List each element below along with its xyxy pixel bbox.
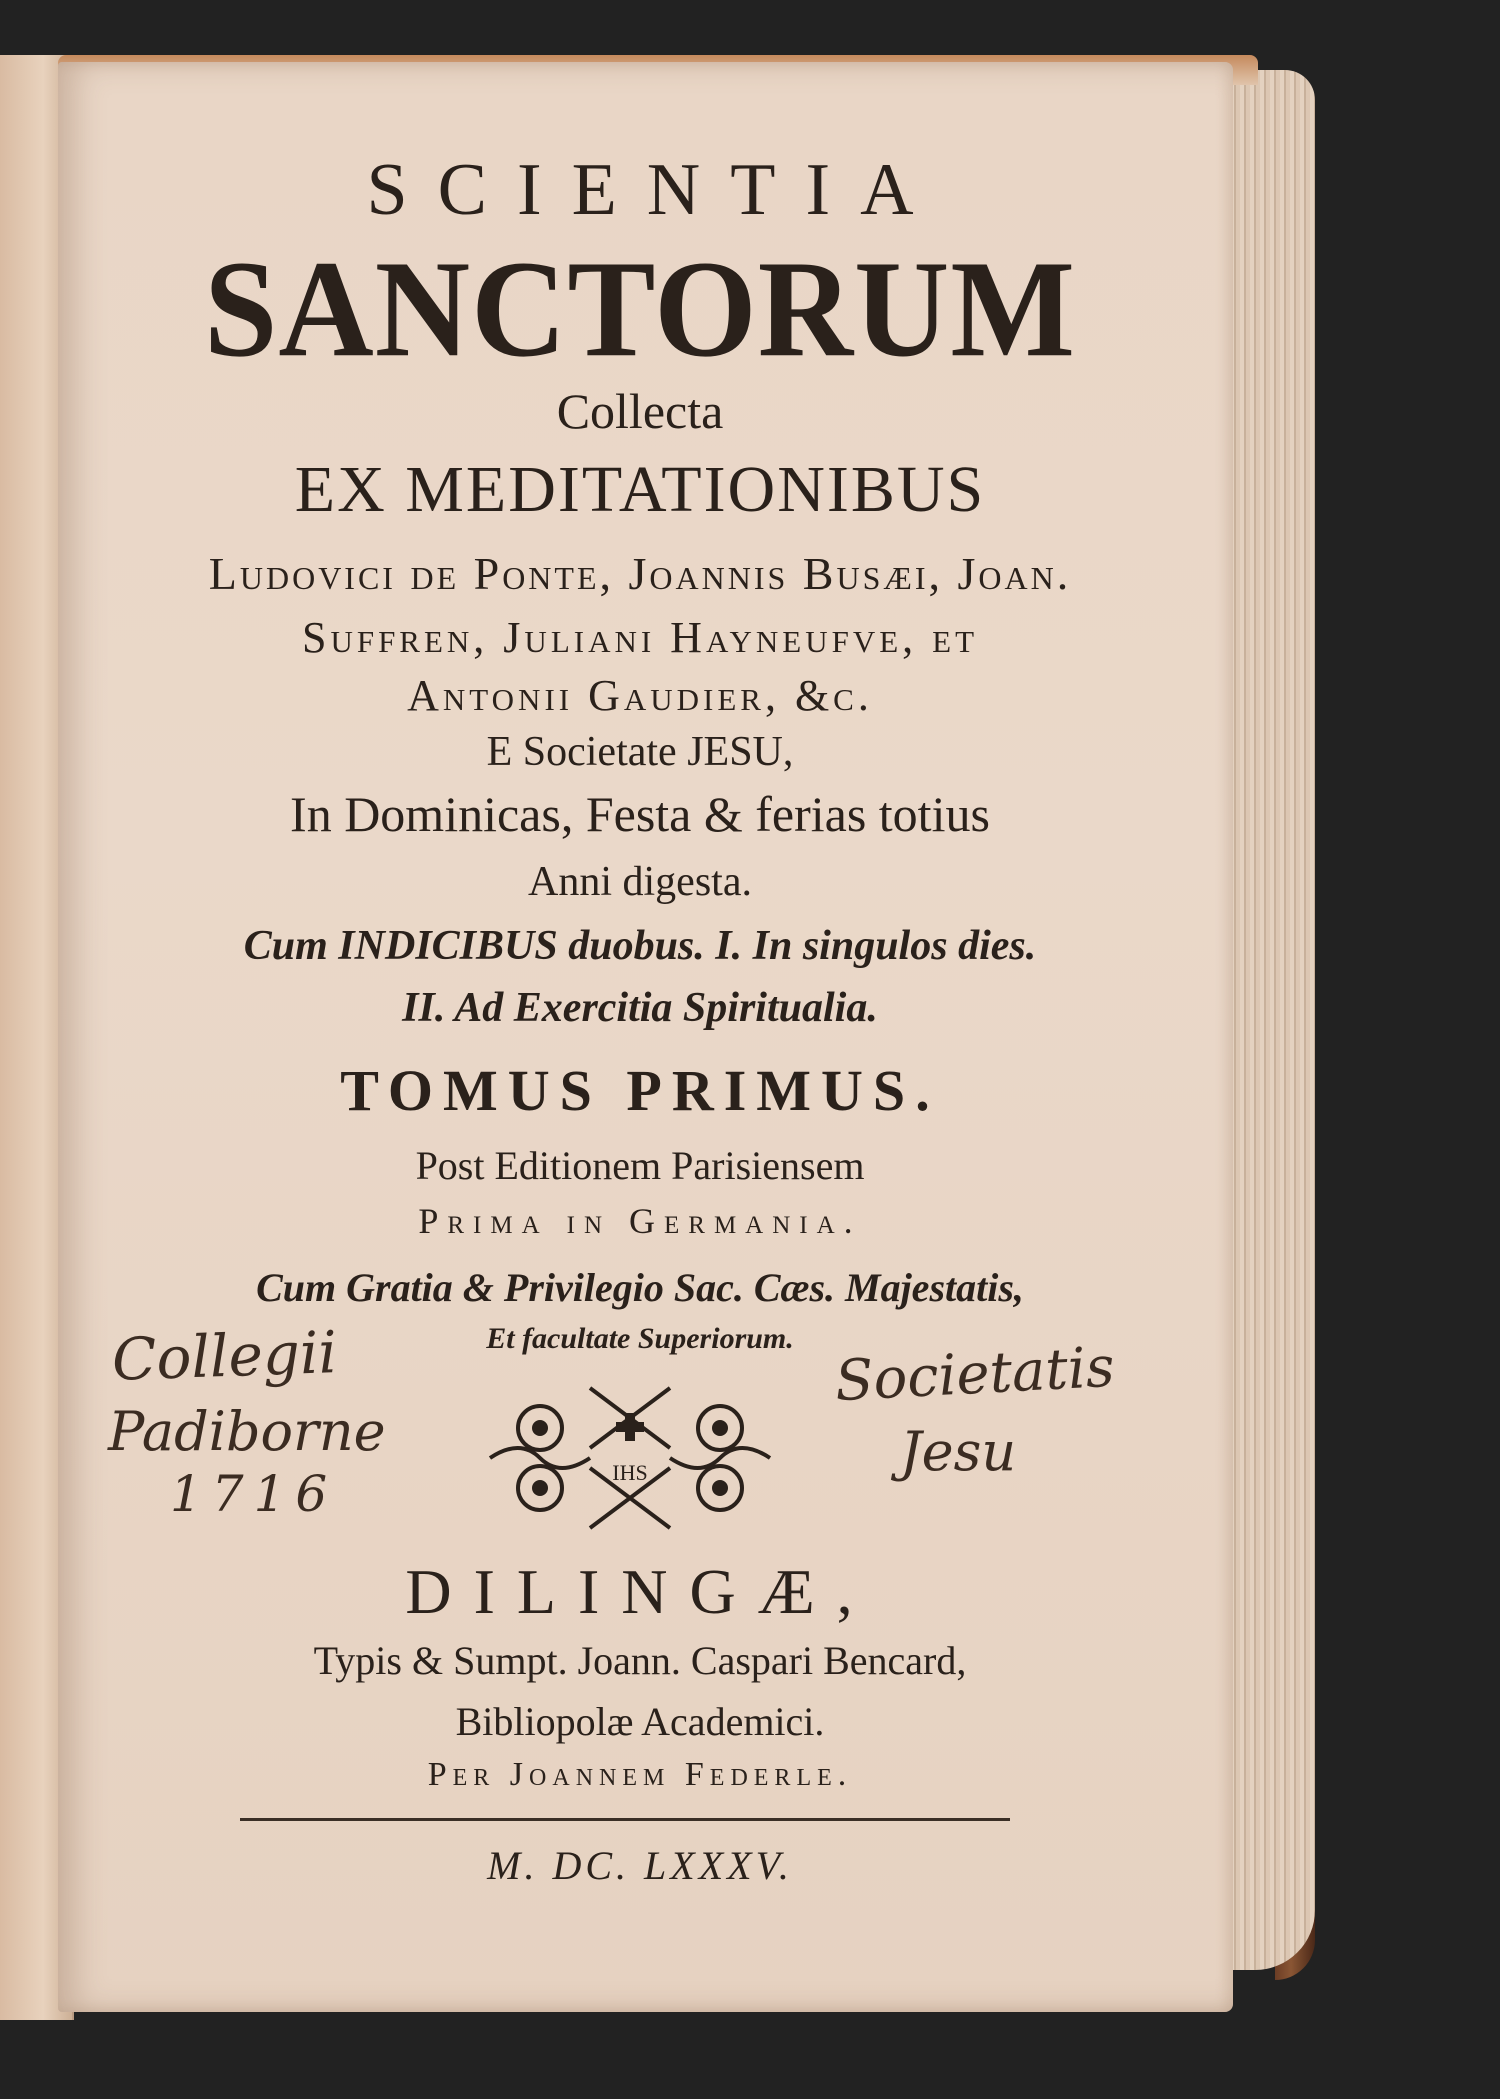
title-line-sanctorum: SANCTORUM <box>204 231 1076 386</box>
tomus-primus-line: TOMUS PRIMUS. <box>340 1058 940 1123</box>
ownership-inscription-collegii: Collegii <box>110 1318 339 1394</box>
printer-line-1: Typis & Sumpt. Joann. Caspari Bencard, <box>313 1638 967 1683</box>
exercitia-line: II. Ad Exercitia Spiritualia. <box>402 985 878 1031</box>
title-line-ex-meditationibus: EX MEDITATIONIBUS <box>294 453 986 526</box>
ihs-monogram: IHS <box>612 1460 648 1485</box>
edition-line: Post Editionem Parisiensem <box>415 1143 865 1188</box>
ownership-inscription-societatis: Societatis <box>833 1334 1117 1415</box>
title-line-collecta: Collecta <box>556 383 724 439</box>
superiorum-line: Et facultate Superiorum. <box>486 1322 794 1355</box>
ownership-inscription-padiborne: Padiborne <box>108 1400 386 1463</box>
society-line: E Societate JESU, <box>486 729 794 775</box>
indicibus-line: Cum INDICIBUS duobus. I. In singulos dies. <box>243 923 1037 969</box>
anni-digesta-line: Anni digesta. <box>528 859 752 905</box>
ownership-inscription-year: 1716 <box>170 1465 338 1523</box>
printer-line-3: Per Joannem Federle. <box>427 1756 853 1793</box>
ownership-inscription-jesu: Jesu <box>900 1420 1017 1483</box>
authors-line-3: Antonii Gaudier, &c. <box>407 671 873 720</box>
title-line-scientia: SCIENTIA <box>366 149 944 231</box>
imprint-rule <box>240 1818 1010 1821</box>
dominicas-line: In Dominicas, Festa & ferias totius <box>290 786 990 842</box>
privilege-line: Cum Gratia & Privilegio Sac. Cæs. Majestatis, <box>256 1265 1024 1310</box>
authors-line-1: Ludovici de Ponte, Joannis Busæi, Joan. <box>208 548 1072 599</box>
date-line: M. DC. LXXXV. <box>487 1843 793 1888</box>
place-line-dilingae: DILINGÆ, <box>405 1556 875 1627</box>
printer-line-2: Bibliopolæ Academici. <box>455 1699 825 1744</box>
authors-line-2: Suffren, Juliani Hayneufve, et <box>301 613 979 662</box>
printers-ornament-icon <box>480 1378 780 1538</box>
prima-in-germania-line: Prima in Germania. <box>418 1201 862 1241</box>
